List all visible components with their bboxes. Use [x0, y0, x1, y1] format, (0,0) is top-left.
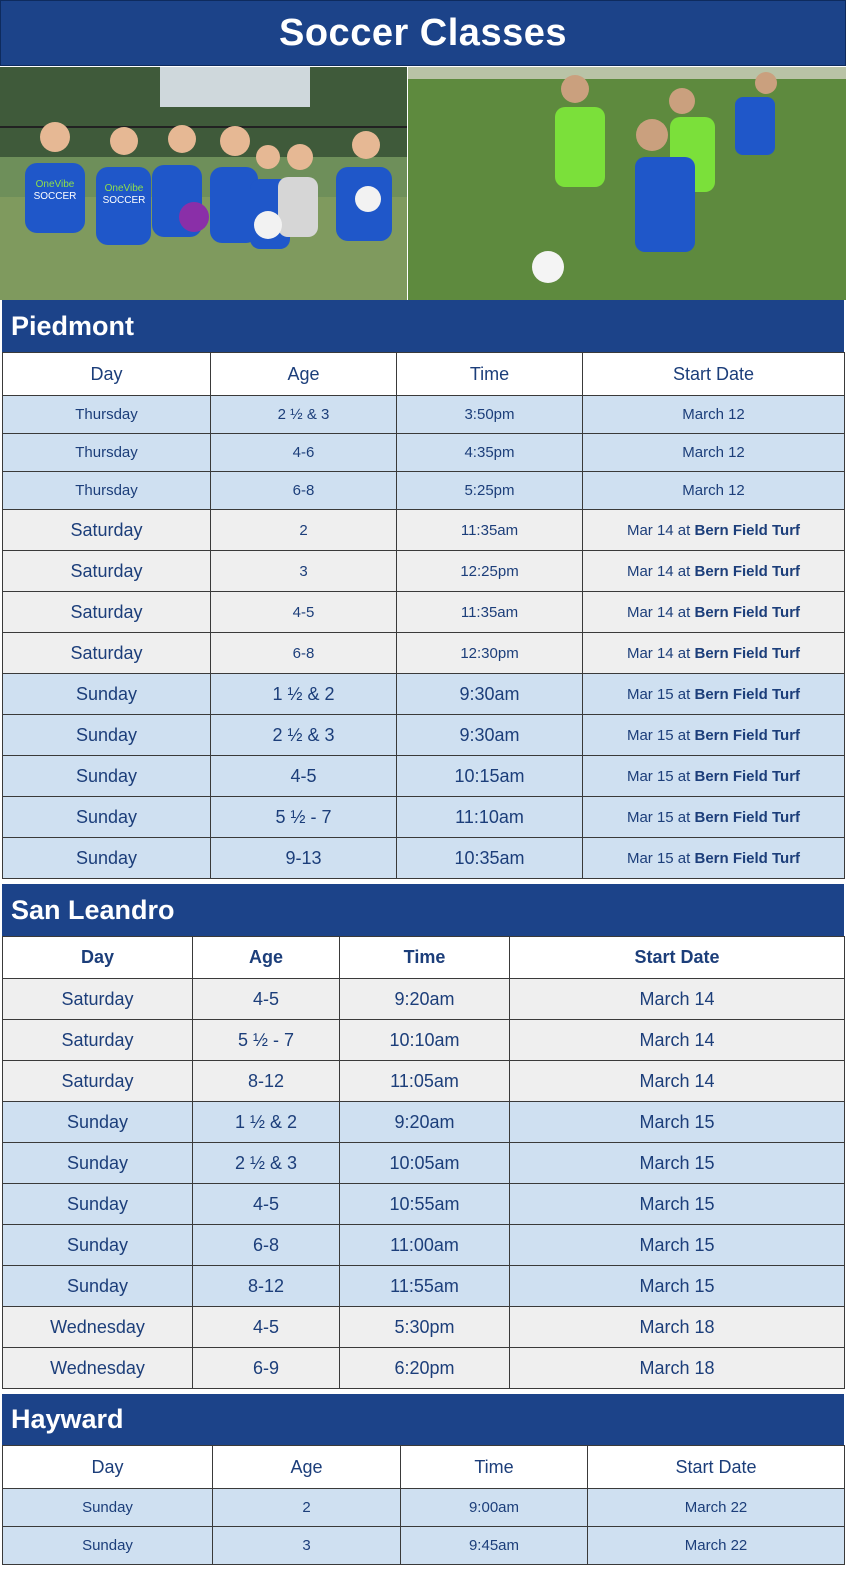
table-row: [3, 1348, 845, 1389]
cell-time: 11:35am: [397, 510, 583, 551]
cell-day: Saturday: [3, 633, 211, 674]
cell-time: 11:05am: [340, 1061, 510, 1102]
piedmont-section: [2, 300, 844, 879]
location-text: Bern Field Turf: [694, 562, 801, 580]
cell-date: March 12: [583, 396, 845, 434]
cell-time: 9:30am: [397, 715, 583, 756]
cell-time: 10:15am: [397, 756, 583, 797]
cell-time: 12:30pm: [397, 633, 583, 674]
cell-date: March 22: [588, 1527, 845, 1565]
cell-age: 9-13: [211, 838, 397, 879]
cell-day: Saturday: [3, 1061, 193, 1102]
header-start-date: Start Date: [510, 937, 845, 979]
table-row: [3, 510, 845, 551]
cell-age: 4-5: [193, 1184, 340, 1225]
cell-time: 10:10am: [340, 1020, 510, 1061]
cell-time: 5:25pm: [397, 472, 583, 510]
header-start-date: Start Date: [588, 1446, 845, 1489]
cell-time: 9:20am: [340, 979, 510, 1020]
cell-day: Sunday: [3, 715, 211, 756]
cell-date: March 15: [510, 1143, 845, 1184]
svg-text:SOCCER: SOCCER: [102, 195, 146, 206]
cell-age: 8-12: [193, 1061, 340, 1102]
location-text: Bern Field Turf: [694, 849, 801, 867]
cell-time: 11:00am: [340, 1225, 510, 1266]
cell-day: Saturday: [3, 510, 211, 551]
cell-date: [583, 838, 845, 879]
cell-time: 5:30pm: [340, 1307, 510, 1348]
kids-group-photo: [0, 67, 407, 300]
cell-age: 2 ½ & 3: [211, 396, 397, 434]
date-text: Mar 15 at: [626, 685, 695, 703]
cell-day: Sunday: [3, 1266, 193, 1307]
table-row: [3, 1266, 845, 1307]
table-row: [3, 715, 845, 756]
cell-time: 9:00am: [401, 1489, 588, 1527]
cell-age: 8-12: [193, 1266, 340, 1307]
san-leandro-schedule-table: [2, 936, 845, 1389]
cell-date: March 12: [583, 472, 845, 510]
cell-date: March 15: [510, 1225, 845, 1266]
cell-date: [583, 510, 845, 551]
location-text: Bern Field Turf: [694, 685, 801, 703]
page-title: Soccer Classes: [279, 11, 567, 54]
location-text: Bern Field Turf: [694, 644, 801, 662]
cell-time: 12:25pm: [397, 551, 583, 592]
cell-age: 2 ½ & 3: [193, 1143, 340, 1184]
cell-day: Sunday: [3, 1225, 193, 1266]
cell-day: Thursday: [3, 472, 211, 510]
cell-day: Sunday: [3, 1184, 193, 1225]
cell-day: Sunday: [3, 797, 211, 838]
date-text: Mar 14 at: [626, 644, 695, 662]
cell-time: 9:30am: [397, 674, 583, 715]
cell-date: March 14: [510, 1020, 845, 1061]
header-day: Day: [3, 1446, 213, 1489]
table-row: [3, 1527, 845, 1565]
kids-playing-photo: [408, 67, 846, 300]
cell-time: 6:20pm: [340, 1348, 510, 1389]
table-row: [3, 1102, 845, 1143]
header-day: Day: [3, 937, 193, 979]
date-text: Mar 14 at: [626, 562, 695, 580]
svg-text:SOCCER: SOCCER: [33, 191, 77, 202]
table-row: [3, 1020, 845, 1061]
date-text: Mar 15 at: [626, 767, 695, 785]
header-start-date: Start Date: [583, 353, 845, 396]
cell-age: 1 ½ & 2: [193, 1102, 340, 1143]
cell-date: March 15: [510, 1266, 845, 1307]
header-age: Age: [193, 937, 340, 979]
cell-day: Saturday: [3, 592, 211, 633]
date-text: Mar 15 at: [626, 808, 695, 826]
cell-day: Wednesday: [3, 1307, 193, 1348]
cell-age: 6-8: [211, 633, 397, 674]
cell-day: Sunday: [3, 674, 211, 715]
cell-age: 1 ½ & 2: [211, 674, 397, 715]
cell-day: Saturday: [3, 551, 211, 592]
table-row: [3, 797, 845, 838]
table-row: [3, 396, 845, 434]
table-row: [3, 551, 845, 592]
cell-age: 3: [213, 1527, 401, 1565]
table-row: [3, 633, 845, 674]
table-row: [3, 838, 845, 879]
cell-time: 9:45am: [401, 1527, 588, 1565]
hayward-section: [2, 1394, 844, 1565]
table-row: [3, 756, 845, 797]
cell-date: March 14: [510, 1061, 845, 1102]
cell-age: 5 ½ - 7: [211, 797, 397, 838]
table-row: [3, 1061, 845, 1102]
page-title-bar: [0, 0, 846, 66]
cell-day: Saturday: [3, 979, 193, 1020]
cell-time: 11:35am: [397, 592, 583, 633]
cell-date: March 22: [588, 1489, 845, 1527]
cell-day: Sunday: [3, 838, 211, 879]
section-title: Piedmont: [2, 300, 844, 352]
cell-age: 6-9: [193, 1348, 340, 1389]
cell-age: 5 ½ - 7: [193, 1020, 340, 1061]
hayward-schedule-table: [2, 1445, 845, 1565]
date-text: Mar 15 at: [626, 726, 695, 744]
cell-time: 4:35pm: [397, 434, 583, 472]
cell-time: 10:55am: [340, 1184, 510, 1225]
cell-day: Sunday: [3, 1527, 213, 1565]
header-age: Age: [211, 353, 397, 396]
cell-day: Sunday: [3, 1489, 213, 1527]
location-text: Bern Field Turf: [694, 767, 801, 785]
cell-time: 10:35am: [397, 838, 583, 879]
cell-date: [583, 756, 845, 797]
cell-day: Thursday: [3, 434, 211, 472]
header-time: Time: [401, 1446, 588, 1489]
header-time: Time: [340, 937, 510, 979]
cell-age: 2 ½ & 3: [211, 715, 397, 756]
table-row: [3, 1143, 845, 1184]
svg-text:OneVibe: OneVibe: [104, 183, 144, 194]
table-header-row: [3, 1446, 845, 1489]
table-header-row: [3, 353, 845, 396]
location-text: Bern Field Turf: [694, 603, 801, 621]
cell-age: 4-5: [193, 979, 340, 1020]
cell-time: 10:05am: [340, 1143, 510, 1184]
photo-banner: [0, 67, 846, 300]
table-row: [3, 979, 845, 1020]
cell-date: March 14: [510, 979, 845, 1020]
cell-day: Sunday: [3, 756, 211, 797]
piedmont-schedule-table: [2, 352, 845, 879]
cell-age: 4-5: [193, 1307, 340, 1348]
cell-time: 9:20am: [340, 1102, 510, 1143]
cell-date: March 18: [510, 1307, 845, 1348]
header-time: Time: [397, 353, 583, 396]
cell-age: 2: [211, 510, 397, 551]
table-row: [3, 592, 845, 633]
cell-time: 11:10am: [397, 797, 583, 838]
table-row: [3, 434, 845, 472]
section-title: Hayward: [2, 1394, 844, 1445]
cell-time: 11:55am: [340, 1266, 510, 1307]
cell-date: [583, 715, 845, 756]
cell-date: [583, 633, 845, 674]
cell-age: 4-5: [211, 592, 397, 633]
table-row: [3, 1489, 845, 1527]
cell-day: Thursday: [3, 396, 211, 434]
table-row: [3, 1225, 845, 1266]
header-age: Age: [213, 1446, 401, 1489]
cell-day: Sunday: [3, 1143, 193, 1184]
cell-age: 2: [213, 1489, 401, 1527]
cell-age: 3: [211, 551, 397, 592]
cell-date: March 12: [583, 434, 845, 472]
location-text: Bern Field Turf: [694, 521, 801, 539]
cell-date: [583, 551, 845, 592]
table-row: [3, 472, 845, 510]
section-title: San Leandro: [2, 884, 844, 936]
location-text: Bern Field Turf: [694, 808, 801, 826]
cell-age: 6-8: [193, 1225, 340, 1266]
cell-date: March 15: [510, 1102, 845, 1143]
table-row: [3, 1184, 845, 1225]
svg-text:OneVibe: OneVibe: [35, 179, 75, 190]
cell-day: Saturday: [3, 1020, 193, 1061]
cell-date: March 18: [510, 1348, 845, 1389]
table-header-row: [3, 937, 845, 979]
cell-age: 4-5: [211, 756, 397, 797]
header-day: Day: [3, 353, 211, 396]
cell-date: March 15: [510, 1184, 845, 1225]
location-text: Bern Field Turf: [694, 726, 801, 744]
table-row: [3, 674, 845, 715]
table-row: [3, 1307, 845, 1348]
date-text: Mar 14 at: [626, 603, 695, 621]
cell-date: [583, 592, 845, 633]
date-text: Mar 14 at: [626, 521, 695, 539]
cell-age: 6-8: [211, 472, 397, 510]
date-text: Mar 15 at: [626, 849, 695, 867]
san-leandro-section: [2, 884, 844, 1389]
cell-time: 3:50pm: [397, 396, 583, 434]
cell-date: [583, 674, 845, 715]
cell-date: [583, 797, 845, 838]
cell-day: Wednesday: [3, 1348, 193, 1389]
cell-day: Sunday: [3, 1102, 193, 1143]
cell-age: 4-6: [211, 434, 397, 472]
